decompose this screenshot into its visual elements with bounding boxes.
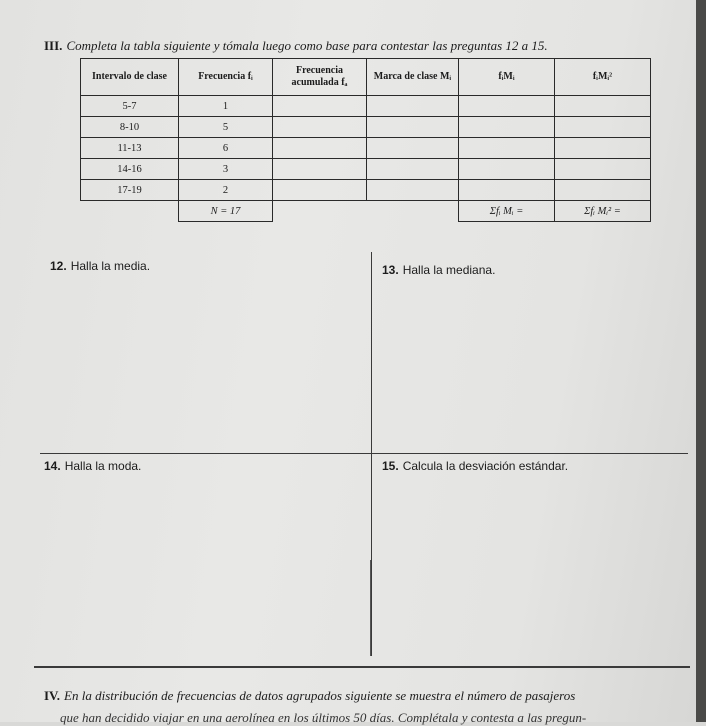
header-class-mark: Marca de clase Mᵢ bbox=[367, 59, 459, 96]
question-12 bbox=[50, 259, 150, 273]
question-12-number: 12. bbox=[50, 259, 67, 273]
blank-cell[interactable] bbox=[555, 159, 651, 180]
question-14 bbox=[44, 459, 141, 473]
header-fm2: fᵢMᵢ² bbox=[555, 59, 651, 96]
question-13-text: Halla la mediana. bbox=[402, 263, 496, 277]
frequency-cell: 6 bbox=[179, 138, 273, 159]
blank-cell[interactable] bbox=[459, 117, 555, 138]
table-totals-row bbox=[81, 201, 651, 222]
section-4-continuation: que han decidido viajar en una aerolínea en los últimos 50 días. Complétala y contesta a las pregun- bbox=[60, 710, 587, 725]
interval-cell: 14-16 bbox=[81, 159, 179, 180]
blank-cell[interactable] bbox=[459, 96, 555, 117]
header-interval: Intervalo de clase bbox=[81, 59, 179, 96]
frequency-cell: 2 bbox=[179, 180, 273, 201]
frequency-cell: 3 bbox=[179, 159, 273, 180]
sum-fm-cell[interactable]: Σfᵢ Mᵢ = bbox=[459, 201, 555, 222]
blank-cell[interactable] bbox=[367, 138, 459, 159]
empty-corner bbox=[81, 201, 179, 222]
blank-cell[interactable] bbox=[459, 138, 555, 159]
section-3-heading bbox=[44, 38, 548, 54]
question-15 bbox=[382, 459, 568, 473]
frequency-cell: 5 bbox=[179, 117, 273, 138]
table-header-row bbox=[81, 59, 651, 96]
blank-cell[interactable] bbox=[273, 96, 367, 117]
header-frequency: Frecuencia fᵢ bbox=[179, 59, 273, 96]
question-13 bbox=[382, 263, 495, 277]
answer-divider-horizontal bbox=[40, 453, 688, 454]
section-divider bbox=[34, 666, 690, 668]
answer-divider-vertical bbox=[371, 252, 372, 656]
table-row bbox=[81, 96, 651, 117]
interval-cell: 17-19 bbox=[81, 180, 179, 201]
question-15-number: 15. bbox=[382, 459, 399, 473]
blank-cell[interactable] bbox=[273, 159, 367, 180]
blank-cell[interactable] bbox=[367, 96, 459, 117]
blank-cell[interactable] bbox=[459, 180, 555, 201]
table-row bbox=[81, 138, 651, 159]
answer-divider-lower bbox=[370, 560, 371, 656]
interval-cell: 8-10 bbox=[81, 117, 179, 138]
interval-cell: 11-13 bbox=[81, 138, 179, 159]
blank-cell[interactable] bbox=[459, 159, 555, 180]
question-12-text: Halla la media. bbox=[70, 259, 151, 273]
blank-cell[interactable] bbox=[273, 138, 367, 159]
sum-fm2-cell[interactable]: Σfᵢ Mᵢ² = bbox=[555, 201, 651, 222]
question-13-number: 13. bbox=[382, 263, 399, 277]
question-14-number: 14. bbox=[44, 459, 61, 473]
header-fm: fᵢMᵢ bbox=[459, 59, 555, 96]
page-edge bbox=[696, 0, 706, 722]
frequency-table bbox=[80, 58, 651, 222]
section-3-number: III. bbox=[44, 38, 63, 53]
blank-cell[interactable] bbox=[273, 180, 367, 201]
section-4-heading bbox=[44, 688, 575, 704]
blank-cell[interactable] bbox=[555, 96, 651, 117]
frequency-cell: 1 bbox=[179, 96, 273, 117]
empty-gap bbox=[367, 201, 459, 222]
total-n-cell: N = 17 bbox=[179, 201, 273, 222]
blank-cell[interactable] bbox=[367, 180, 459, 201]
empty-gap bbox=[273, 201, 367, 222]
question-15-text: Calcula la desviación estándar. bbox=[402, 459, 569, 473]
blank-cell[interactable] bbox=[555, 138, 651, 159]
table-row bbox=[81, 117, 651, 138]
section-3-instruction: Completa la tabla siguiente y tómala luego como base para contestar las preguntas 12 a 15. bbox=[66, 38, 548, 53]
table-row bbox=[81, 159, 651, 180]
interval-cell: 5-7 bbox=[81, 96, 179, 117]
table-row bbox=[81, 180, 651, 201]
blank-cell[interactable] bbox=[367, 159, 459, 180]
header-cumulative-frequency: Frecuencia acumulada fₐ bbox=[273, 59, 367, 96]
section-4-instruction: En la distribución de frecuencias de datos agrupados siguiente se muestra el número de pasajeros bbox=[64, 688, 576, 703]
blank-cell[interactable] bbox=[273, 117, 367, 138]
question-14-text: Halla la moda. bbox=[64, 459, 142, 473]
blank-cell[interactable] bbox=[367, 117, 459, 138]
blank-cell[interactable] bbox=[555, 180, 651, 201]
blank-cell[interactable] bbox=[555, 117, 651, 138]
section-4-number: IV. bbox=[44, 688, 61, 703]
